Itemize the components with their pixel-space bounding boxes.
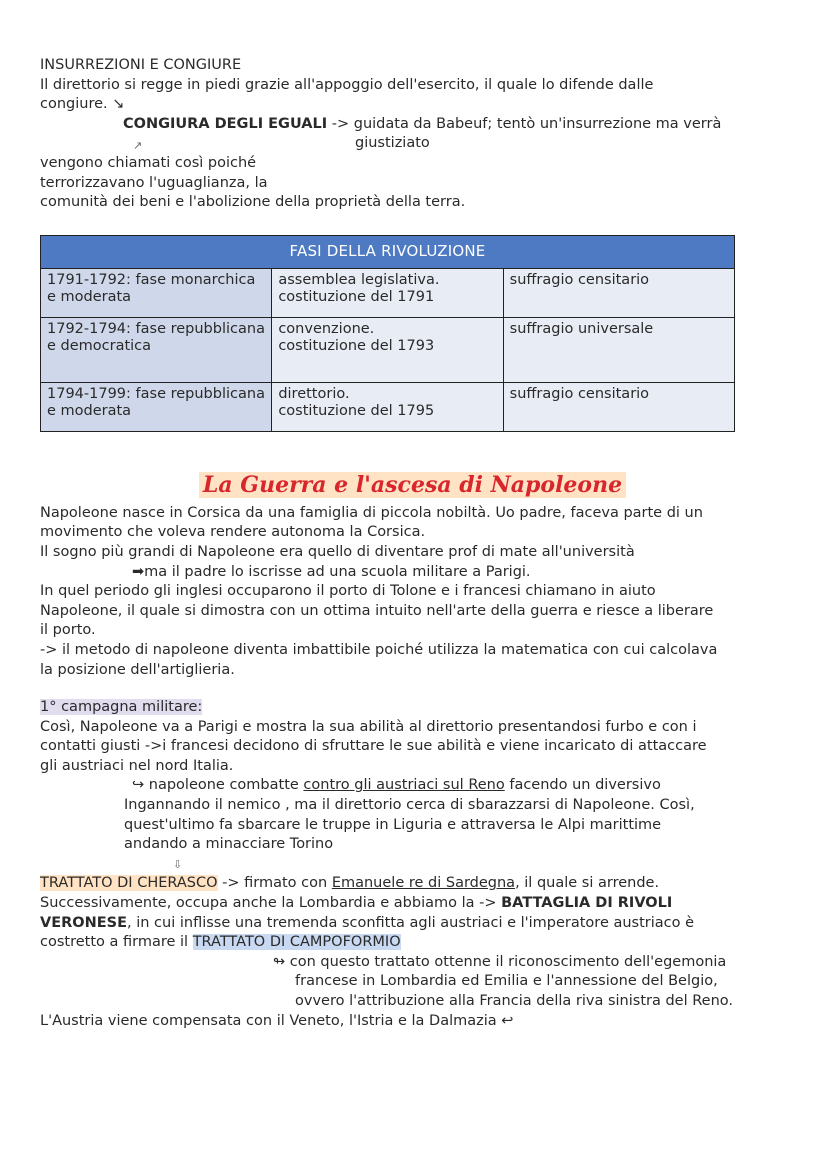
- body-cell: direttorio. costituzione del 1795: [272, 382, 503, 431]
- body-cell: convenzione. costituzione del 1793: [272, 317, 503, 382]
- paragraph-line: francese in Lombardia ed Emilia e l'annessione del Belgio,: [295, 973, 718, 990]
- paragraph-line: costretto a firmare il TRATTATO DI CAMPOFORMIO: [40, 934, 401, 951]
- paragraph-line: ↬ con questo trattato ottenne il riconoscimento dell'egemonia: [273, 953, 727, 970]
- paragraph-line: movimento che voleva rendere autonoma la Corsica.: [40, 524, 426, 541]
- congiura-line-2: [40, 134, 785, 154]
- congiura-text-2: giustiziato: [355, 135, 430, 152]
- paragraph-line: gli austriaci nel nord Italia.: [40, 757, 234, 774]
- paragraph-line: andando a minacciare Torino: [124, 836, 334, 853]
- paragraph-line: Il sogno più grandi di Napoleone era quello di diventare prof di mate all'università: [40, 543, 635, 560]
- congiura-label: CONGIURA DEGLI EGUALI: [123, 115, 328, 132]
- paragraph-line: ↪ napoleone combatte contro gli austriaci sul Reno facendo un diversivo: [132, 777, 661, 794]
- note-line: comunità dei beni e l'abolizione della proprietà della terra.: [40, 194, 466, 211]
- paragraph-line: Ingannando il nemico , ma il direttorio cerca di sbarazzarsi di Napoleone. Così,: [124, 797, 695, 814]
- paragraph-line: Così, Napoleone va a Parigi e mostra la sua abilità al direttorio presentandosi furbo e con i: [40, 718, 697, 735]
- paragraph-line: quest'ultimo fa sbarcare le truppe in Liguria e attraversa le Alpi marittime: [124, 816, 662, 833]
- paragraph-line: Successivamente, occupa anche la Lombardia e abbiamo la -> BATTAGLIA DI RIVOLI: [40, 895, 673, 912]
- suffrage-cell: suffragio censitario: [503, 382, 734, 431]
- paragraph-line: la posizione dell'artiglieria.: [40, 661, 235, 678]
- body-cell: assemblea legislativa. costituzione del 1791: [272, 268, 503, 317]
- table-header: FASI DELLA RIVOLUZIONE: [41, 235, 735, 268]
- congiura-line: [40, 115, 785, 135]
- phases-table: [40, 235, 735, 432]
- document-page: [40, 56, 785, 1031]
- section-title: La Guerra e l'ascesa di Napoleone: [40, 472, 785, 498]
- campaign-heading: 1° campagna militare:: [40, 699, 203, 716]
- paragraph-line: Napoleone nasce in Corsica da una famiglia di piccola nobiltà. Uo padre, faceva parte di un: [40, 504, 703, 521]
- paragraph-line: ➡ma il padre lo iscrisse ad una scuola militare a Parigi.: [132, 563, 531, 580]
- arrow-icon: ↗: [133, 139, 143, 153]
- paragraph-line: ovvero l'attribuzione alla Francia della riva sinistra del Reno.: [295, 993, 733, 1009]
- suffrage-cell: suffragio censitario: [503, 268, 734, 317]
- paragraph-line: In quel periodo gli inglesi occuparono il porto di Tolone e i francesi chiamano in aiuto: [40, 583, 656, 600]
- paragraph-line: il porto.: [40, 622, 96, 639]
- suffrage-cell: suffragio universale: [503, 317, 734, 382]
- paragraph-line: -> il metodo di napoleone diventa imbattibile poiché utilizza la matematica con cui calcolava: [40, 641, 718, 658]
- paragraph-line: congiure. ↘: [40, 96, 125, 113]
- congiura-text: -> guidata da Babeuf; tentò un'insurrezione ma verrà: [327, 115, 722, 132]
- note-line: terrorizzavano l'uguaglianza, la: [40, 174, 268, 191]
- phase-cell: 1792-1794: fase repubblicana e democratica: [41, 317, 272, 382]
- paragraph-line: contatti giusti ->i francesi decidono di sfruttare le sue abilità e viene incaricato di attaccare: [40, 738, 707, 755]
- phase-cell: 1794-1799: fase repubblicana e moderata: [41, 382, 272, 431]
- table-row: [41, 268, 735, 317]
- paragraph-line: Napoleone, il quale si dimostra con un ottima intuito nell'arte della guerra e riesce a liberare: [40, 602, 714, 619]
- paragraph-line: L'Austria viene compensata con il Veneto, l'Istria e la Dalmazia ↩: [40, 1012, 514, 1029]
- table-row: [41, 382, 735, 431]
- note-line: vengono chiamati così poiché: [40, 154, 257, 171]
- treaty-line: TRATTATO DI CHERASCO -> firmato con Emanuele re di Sardegna, il quale si arrende.: [40, 875, 660, 892]
- section-heading: INSURREZIONI E CONGIURE: [40, 57, 242, 73]
- table-row: [41, 317, 735, 382]
- paragraph-line: VERONESE, in cui inflisse una tremenda sconfitta agli austriaci e l'imperatore austriaco è: [40, 914, 695, 931]
- down-arrow-icon: ⇩: [173, 857, 183, 871]
- paragraph-line: Il direttorio si regge in piedi grazie all'appoggio dell'esercito, il quale lo difende dalle: [40, 76, 654, 93]
- phase-cell: 1791-1792: fase monarchica e moderata: [41, 268, 272, 317]
